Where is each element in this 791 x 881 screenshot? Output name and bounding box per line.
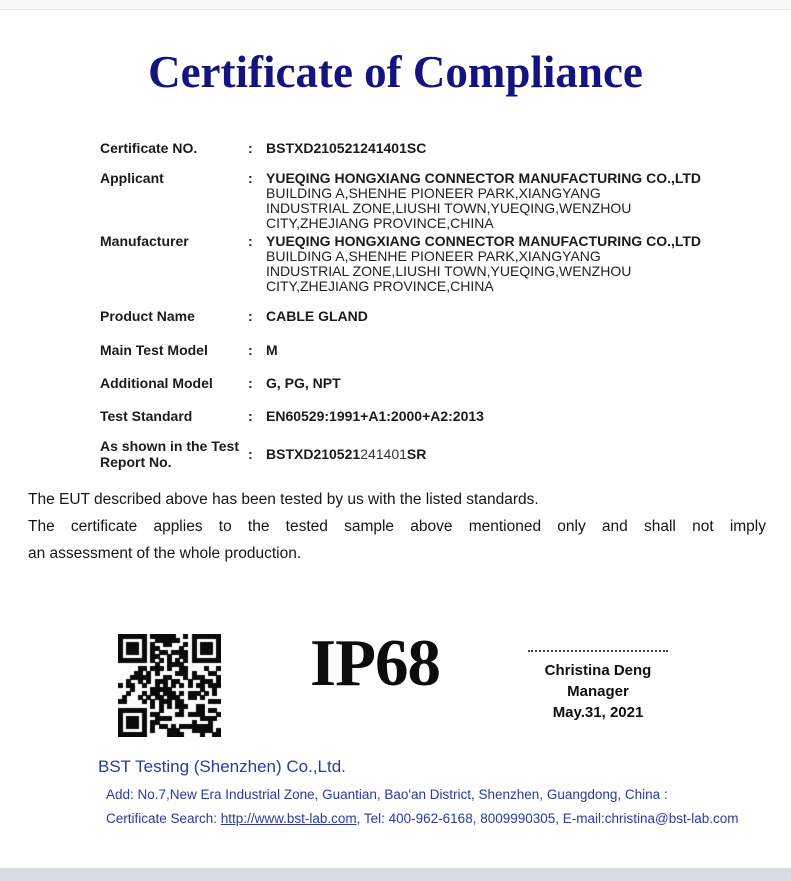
statement-line-3: an assessment of the whole production. xyxy=(28,545,302,562)
test-standard-label: Test Standard xyxy=(100,408,193,424)
signer-name: Christina Deng xyxy=(544,662,652,679)
manufacturer-label: Manufacturer xyxy=(100,233,189,249)
test-report-no-label: As shown in the Test Report No. xyxy=(100,438,239,470)
additional-model-value: G, PG, NPT xyxy=(266,375,341,391)
certificate-no-value: BSTXD210521241401SC xyxy=(266,140,427,156)
issuer-contact-info: , Tel: 400-962-6168, 8009990305, E-mail:christina@bst-lab.com xyxy=(356,811,739,826)
main-test-model-label: Main Test Model xyxy=(100,342,208,358)
report-no-part-light: 241401 xyxy=(360,446,407,462)
report-no-part-bold-end: SR xyxy=(406,446,427,462)
row-product-name xyxy=(100,308,700,324)
viewport-top-edge xyxy=(0,0,791,10)
applicant-address: BUILDING A,SHENHE PIONEER PARK,XIANGYANG INDUSTRIAL ZONE,LIUSHI TOWN,YUEQING,WENZHOU CITY,ZHEJIANG PROVINCE,CHINA xyxy=(266,185,632,231)
product-name-label: Product Name xyxy=(100,308,195,324)
signer-role: Manager xyxy=(567,683,629,700)
row-test-report-no xyxy=(100,438,700,470)
signature-date: May.31, 2021 xyxy=(552,704,644,721)
main-test-model-value: M xyxy=(266,342,278,358)
row-applicant xyxy=(100,170,700,231)
additional-model-label: Additional Model xyxy=(100,375,213,391)
compliance-statement xyxy=(28,486,766,567)
issuer-company-name: BST Testing (Shenzhen) Co.,Ltd. xyxy=(98,757,346,776)
applicant-company: YUEQING HONGXIANG CONNECTOR MANUFACTURING CO.,LTD xyxy=(266,170,702,186)
colon-separator: : xyxy=(248,233,253,249)
test-report-no-value xyxy=(266,446,666,462)
manufacturer-company: YUEQING HONGXIANG CONNECTOR MANUFACTURING CO.,LTD xyxy=(266,233,702,249)
manufacturer-address: BUILDING A,SHENHE PIONEER PARK,XIANGYANG INDUSTRIAL ZONE,LIUSHI TOWN,YUEQING,WENZHOU CITY,ZHEJIANG PROVINCE,CHINA xyxy=(266,248,632,294)
colon-separator: : xyxy=(248,446,253,462)
ip-rating-badge: IP68 xyxy=(310,626,440,700)
colon-separator: : xyxy=(248,170,253,186)
certificate-no-label: Certificate NO. xyxy=(100,140,198,156)
report-no-part-bold: BSTXD210521 xyxy=(266,446,361,462)
certificate-search-label: Certificate Search: xyxy=(106,811,221,826)
colon-separator: : xyxy=(248,408,253,424)
colon-separator: : xyxy=(248,308,253,324)
colon-separator: : xyxy=(248,342,253,358)
test-standard-value: EN60529:1991+A1:2000+A2:2013 xyxy=(266,408,484,424)
row-manufacturer xyxy=(100,233,700,294)
colon-separator: : xyxy=(248,375,253,391)
signature-block xyxy=(518,650,678,723)
row-additional-model xyxy=(100,375,700,391)
statement-line-1: The EUT described above has been tested by us with the listed standards. xyxy=(28,491,539,508)
row-certificate-no xyxy=(100,140,700,156)
colon-separator: : xyxy=(248,140,253,156)
page-title: Certificate of Compliance xyxy=(148,47,643,97)
issuer-address: Add: No.7,New Era Industrial Zone, Guantian, Bao'an District, Shenzhen, Guangdong, China : xyxy=(106,787,668,802)
row-main-test-model xyxy=(100,342,700,358)
statement-line-2: The certificate applies to the tested sample above mentioned only and shall not imply xyxy=(28,518,766,535)
certificate-details-table xyxy=(100,140,700,487)
viewport-bottom-edge xyxy=(0,868,791,881)
certificate-search-link[interactable]: http://www.bst-lab.com xyxy=(220,811,357,826)
row-test-standard xyxy=(100,408,700,424)
product-name-value: CABLE GLAND xyxy=(266,308,368,324)
certificate-search-line xyxy=(106,811,748,826)
issuer-footer xyxy=(98,757,748,835)
qr-code xyxy=(118,634,221,737)
applicant-label: Applicant xyxy=(100,170,164,186)
signature-dotted-line xyxy=(528,650,668,652)
